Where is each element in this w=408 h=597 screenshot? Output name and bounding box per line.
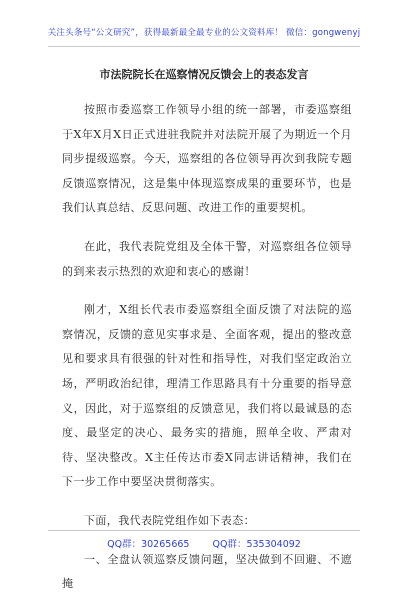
footer-qq-group-2: QQ群：535304092 (212, 539, 301, 550)
page-footer (0, 536, 408, 550)
paragraph-3: 刚才，X组长代表市委巡察组全面反馈了对法院的巡察情况，反馈的意见实事求是、全面客观，提出的整改意见和要求具有很强的针对性和指导性，对我们坚定政治立场，严明政治纪律，理清工作思路具有十分重要的指导意义，因此，对于巡察组的反馈意见，我们将以最诚恳的态度、最坚定的决心、最务实的措施，照单全收、严肃对待、坚决整改。X主任传达市委X同志讲话精神，我们在下一步工作中要坚决贯彻落实。 (62, 303, 352, 489)
document-title: 市法院院长在巡察情况反馈会上的表态发言 (99, 68, 309, 81)
paragraph-1: 按照市委巡察工作领导小组的统一部署，市委巡察组于X年X月X日正式进驻我院并对法院开展了为期近一个月同步提级巡察。今天，巡察组的各位领导再次到我院专题反馈巡察情况，这是集中体现巡察成果的重要环节，也是我们认真总结、反思问题、改进工作的重要契机。 (62, 103, 352, 215)
footer-divider (48, 530, 360, 531)
paragraph-4: 下面，我代表院党组作如下表态： (84, 513, 255, 527)
header-divider (48, 46, 360, 47)
footer-qq-group-1: QQ群：30265665 (107, 539, 190, 550)
document-body (62, 98, 352, 597)
page-header (0, 0, 408, 52)
header-notice: 关注头条号“公文研究”，获得最新最全最专业的公文资料库！ 微信：gongwenyj (47, 28, 361, 38)
paragraph-2: 在此，我代表院党组及全体干警，对巡察组各位领导的到来表示热烈的欢迎和衷心的感谢！ (62, 239, 352, 278)
paragraph-5: 一、全盘认领巡察反馈问题，坚决做到不回避、不遮掩 (62, 552, 352, 591)
